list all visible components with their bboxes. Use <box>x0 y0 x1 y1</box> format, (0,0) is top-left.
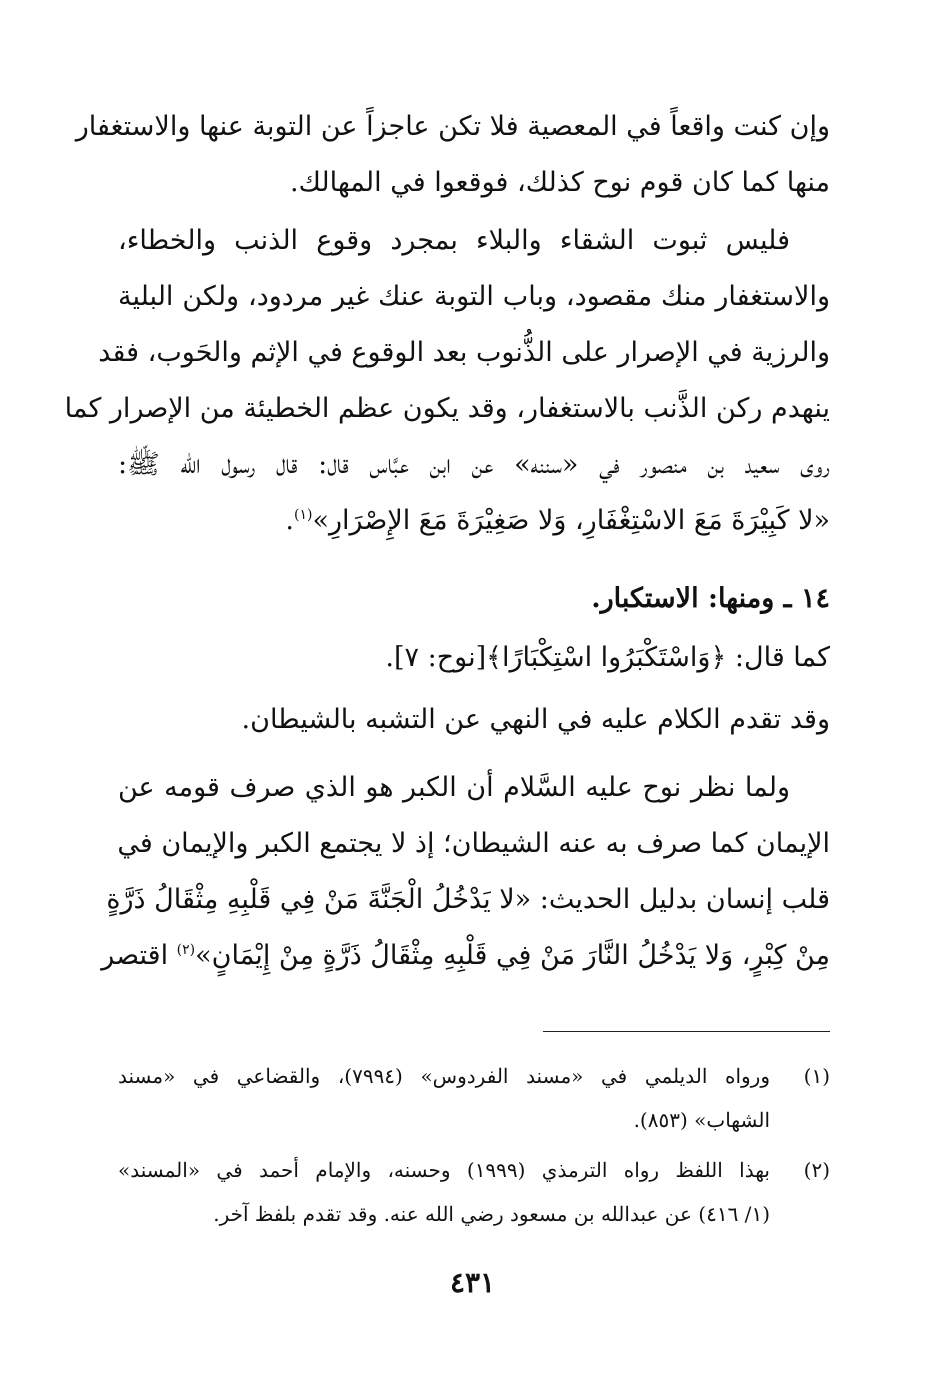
section-heading-block <box>118 571 830 627</box>
footnote-ref-2[interactable]: (٢) <box>176 942 196 958</box>
footnote-2-number: (٢) <box>803 1158 830 1182</box>
quran-quote-block <box>118 630 830 686</box>
paragraph-1-line-2: منها كما كان قوم نوح كذلك، فوقعوا في المهالك. <box>290 167 830 198</box>
footnote-1-number: (١) <box>803 1064 830 1088</box>
hadith-quote-1: «لا كَبِيْرَةَ مَعَ الاسْتِغْفَارِ، وَلا صَغِيْرَةَ مَعَ الإِصْرَارِ» <box>312 505 830 536</box>
paragraph-2-line-6 <box>118 493 830 549</box>
footnote-2-text-2: (١/ ٤١٦) عن عبدالله بن مسعود رضي الله عنه. وقد تقدم بلفظ آخر. <box>213 1202 770 1226</box>
paragraph-4-tail: اقتصر <box>101 940 177 971</box>
paragraph-4 <box>101 760 830 984</box>
paragraph-2-line-1: فليس ثبوت الشقاء والبلاء بمجرد وقوع الذنب والخطاء، <box>118 225 790 256</box>
sentence-end: . <box>285 505 294 536</box>
footnote-ref-1[interactable]: (١) <box>293 507 313 523</box>
paragraph-4-line-2: الإيمان كما صرف به عنه الشيطان؛ إذ لا يجتمع الكبر والإيمان في <box>117 828 830 859</box>
section-heading: ١٤ ـ ومنها: الاستكبار. <box>591 583 830 614</box>
footnote-1-text-1: ورواه الديلمي في «مسند الفردوس» (٧٩٩٤)، والقضاعي في «مسند <box>118 1064 770 1088</box>
footnote-1 <box>118 1054 830 1142</box>
footnotes <box>118 1054 830 1236</box>
footnote-2-line-1 <box>118 1148 830 1192</box>
paragraph-2 <box>64 213 830 549</box>
paragraph-2-line-5: روى سعيد بن منصور في «سننه» عن ابن عبَّاس قال: قال رسول الله ﷺ: <box>118 449 830 480</box>
paragraph-4-line-4 <box>101 928 830 984</box>
footnote-2 <box>118 1148 830 1236</box>
paragraph-4-line-3: قلب إنسان بدليل الحديث: «لا يَدْخُلُ الْجَنَّةَ مَنْ فِي قَلْبِهِ مِثْقَالُ ذَرَّةٍ <box>106 884 830 915</box>
footnote-1-text-2: الشهاب» (٨٥٣). <box>633 1108 770 1132</box>
paragraph-3 <box>118 692 830 748</box>
paragraph-2-line-4: ينهدم ركن الذَّنب بالاستغفار، وقد يكون عظم الخطيئة من الإصرار كما <box>64 393 830 424</box>
paragraph-1 <box>75 99 830 211</box>
page-number: ٤٣١ <box>449 1266 496 1299</box>
footnote-separator <box>543 1031 830 1032</box>
paragraph-3-line-1: وقد تقدم الكلام عليه في النهي عن التشبه بالشيطان. <box>241 704 830 735</box>
hadith-quote-2: مِنْ كِبْرٍ، وَلا يَدْخُلُ النَّارَ مَنْ فِي قَلْبِهِ مِثْقَالُ ذَرَّةٍ مِنْ إِيْمَانٍ» <box>195 940 830 971</box>
paragraph-2-line-3: والرزية في الإصرار على الذُّنوب بعد الوقوع في الإثم والحَوب، فقد <box>98 337 830 368</box>
quran-quote-line: كما قال: ﴿وَاسْتَكْبَرُوا اسْتِكْبَارًا﴾[نوح: ٧]. <box>385 642 830 673</box>
paragraph-4-line-1: ولما نظر نوح عليه السَّلام أن الكبر هو الذي صرف قومه عن <box>118 772 790 803</box>
footnote-1-line-2 <box>118 1098 830 1142</box>
paragraph-2-line-2: والاستغفار منك مقصود، وباب التوبة عنك غير مردود، ولكن البلية <box>118 281 830 312</box>
footnote-1-line-1 <box>118 1054 830 1098</box>
paragraph-1-line-1: وإن كنت واقعاً في المعصية فلا تكن عاجزاً عن التوبة عنها والاستغفار <box>75 111 830 142</box>
footnote-2-text-1: بهذا اللفظ رواه الترمذي (١٩٩٩) وحسنه، والإمام أحمد في «المسند» <box>118 1158 770 1182</box>
footnote-2-line-2 <box>118 1192 830 1236</box>
